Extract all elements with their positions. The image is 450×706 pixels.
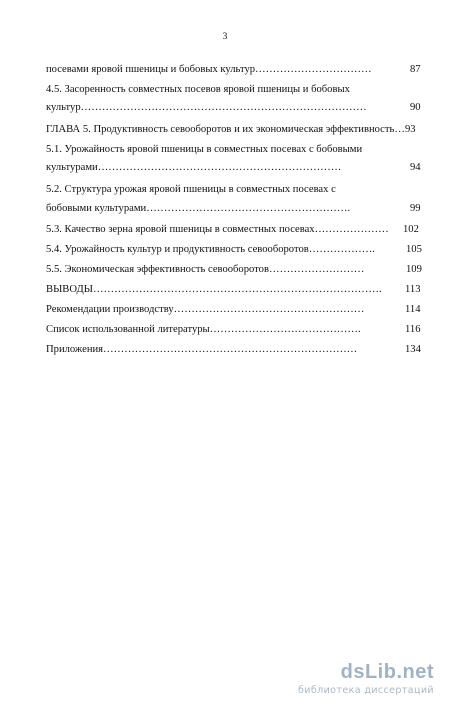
toc-line: ГЛАВА 5. Продуктивность севооборотов и их экономическая эффективность…93 (46, 124, 416, 135)
toc-line: Список использованной литературы……………………………………. (46, 324, 361, 335)
toc-page-number: 87 (410, 64, 421, 75)
toc-line: 5.3. Качество зерна яровой пшеницы в совместных посевах………………… (46, 224, 389, 235)
toc-line: посевами яровой пшеницы и бобовых культур…………………………… (46, 64, 372, 75)
toc-page-number: 105 (406, 244, 422, 255)
toc-line: культур……………………………………………………………………… (46, 102, 367, 113)
toc-page-number: 102 (403, 224, 419, 235)
page-number: 3 (222, 32, 228, 42)
watermark-logo: dsLib.net (340, 661, 434, 683)
toc-line: Приложения……………………………………………………………… (46, 344, 358, 355)
toc-page-number: 94 (410, 162, 421, 173)
toc-page-number: 134 (405, 344, 421, 355)
toc-line: 5.1. Урожайность яровой пшеницы в совместных посевах с бобовыми (46, 144, 363, 155)
toc-line: бобовыми культурами…………………………………………………. (46, 203, 351, 214)
toc-line: культурами…………………………………………………………… (46, 162, 342, 173)
toc-line: 5.4. Урожайность культур и продуктивность севооборотов………………. (46, 244, 375, 255)
toc-line: ВЫВОДЫ………………………………………………………………………. (46, 284, 382, 295)
toc-line: Рекомендации производству……………………………………………… (46, 304, 365, 315)
toc-page-number: 113 (405, 284, 421, 295)
toc-line: 5.2. Структура урожая яровой пшеницы в совместных посевах с (46, 184, 336, 195)
toc-page-number: 114 (405, 304, 421, 315)
watermark (234, 662, 434, 696)
toc-page-number: 109 (406, 264, 422, 275)
toc-line: 5.5. Экономическая эффективность севооборотов……………………… (46, 264, 365, 275)
toc-line: 4.5. Засоренность совместных посевов яровой пшеницы и бобовых (46, 84, 350, 95)
toc-page-number: 90 (410, 102, 421, 113)
watermark-subtitle: библиотека диссертаций (298, 685, 434, 696)
toc-page-number: 99 (410, 203, 421, 214)
toc-page-number: 116 (405, 324, 421, 335)
